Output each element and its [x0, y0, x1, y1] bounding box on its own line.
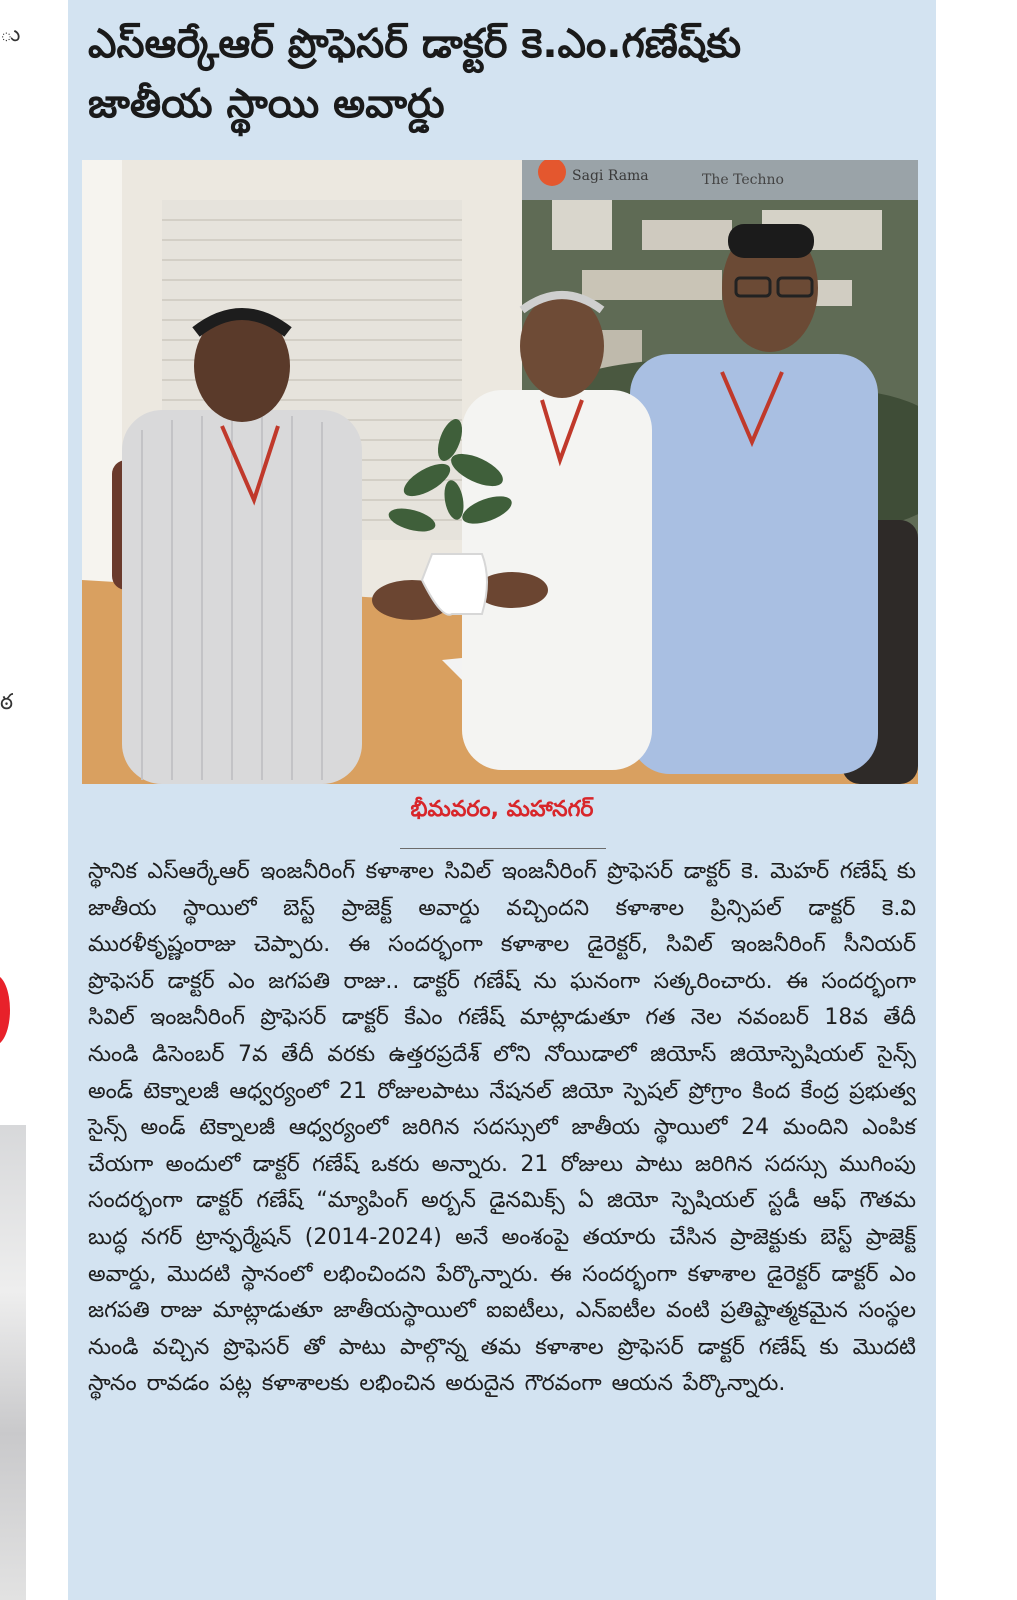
- poster-banner-text-2: The Techno: [702, 172, 784, 188]
- adjacent-column-fragment: [0, 0, 68, 1600]
- article-dateline: భీమవరం, మహానగర్: [410, 797, 594, 822]
- article-photo: [82, 160, 918, 784]
- headline-line-2: జాతీయ స్థాయి అవార్డు: [88, 81, 445, 127]
- award-photo-illustration: [82, 160, 918, 784]
- headline-line-1: ఎస్ఆర్కేఆర్ ప్రొఫెసర్ డాక్టర్ కె.ఎం.గణేష్‌కు: [88, 21, 742, 67]
- adjacent-red-graphic: [0, 975, 10, 1045]
- headline: [88, 14, 918, 134]
- article-body: స్థానిక ఎస్ఆర్కేఆర్ ఇంజనీరింగ్ కళాశాల సివిల్ ఇంజనీరింగ్ ప్రొఫెసర్ డాక్టర్ కె. మెహర్ గణేష్ కు జాతీయ స్థాయిలో బెస్ట్ ప్రాజెక్ట్ అవార్డు వచ్చిందని కళాశాల ప్రిన్సిపల్ డాక్టర్ కె.వి మురళీకృష్ణంరాజు చెప్పారు. ఈ సందర్భంగా కళాశాల డైరెక్టర్, సివిల్ ఇంజనీరింగ్ సీనియర్ ప్రొఫెసర్ డాక్టర్ ఎం జగపతి రాజు.. డాక్టర్ గణేష్ ను ఘనంగా సత్కరించారు. ఈ సందర్భంగా సివిల్ ఇంజనీరింగ్ ప్రొఫెసర్ డాక్టర్ కేఎం గణేష్ మాట్లాడుతూ గత నెల నవంబర్ 18వ తేదీ నుండి డిసెంబర్ 7వ తేదీ వరకు ఉత్తరప్రదేశ్ లోని నోయిడాలో జియోస్ జియోస్పెషియల్ సైన్స్ అండ్ టెక్నాలజీ ఆధ్వర్యంలో 21 రోజులపాటు నేషనల్ జియో స్పెషల్ ప్రోగ్రాం కింద కేంద్ర ప్రభుత్వ సైన్స్ అండ్ టెక్నాలజీ ఆధ్వర్యంలో జరిగిన సదస్సులో జాతీయ స్థాయిలో 24 మందిని ఎంపిక చేయగా అందులో డాక్టర్ గణేష్ ఒకరు అన్నారు. 21 రోజులు పాటు జరిగిన సదస్సు ముగింపు సందర్భంగా డాక్టర్ గణేష్ “మ్యాపింగ్ అర్బన్ డైనమిక్స్ ఏ జియో స్పెషియల్ స్టడీ ఆఫ్ గౌతమ బుద్ధ నగర్ ట్రాన్ఫర్మేషన్ (2014-2024) అనే అంశంపై తయారు చేసిన ప్రాజెక్టుకు బెస్ట్ ప్రాజెక్ట్ అవార్డు, మొదటి స్థానంలో లభించిందని పేర్కొన్నారు. ఈ సందర్భంగా కళాశాల డైరెక్టర్ డాక్టర్ ఎం జగపతి రాజు మాట్లాడుతూ జాతీయస్థాయిలో ఐఐటీలు, ఎన్ఐటీల వంటి ప్రతిష్టాత్మకమైన సంస్థల నుండి వచ్చిన ప్రొఫెసర్ తో పాటు పాల్గొన్న తమ కళాశాల ప్రొఫెసర్ డాక్టర్ గణేష్ కు మొదటి స్థానం రావడం పట్ల కళాశాలకు లభించిన అరుదైన గౌరవంగా ఆయన పేర్కొన్నారు.: [88, 859, 916, 1397]
- adjacent-text-fragment: ఠ: [0, 690, 14, 715]
- poster-banner-text: Sagi Rama: [572, 168, 649, 184]
- news-article: [68, 0, 936, 1600]
- adjacent-text-fragment: ు: [0, 22, 21, 47]
- adjacent-photo-fragment: [0, 1125, 26, 1600]
- dateline-divider: [400, 848, 606, 849]
